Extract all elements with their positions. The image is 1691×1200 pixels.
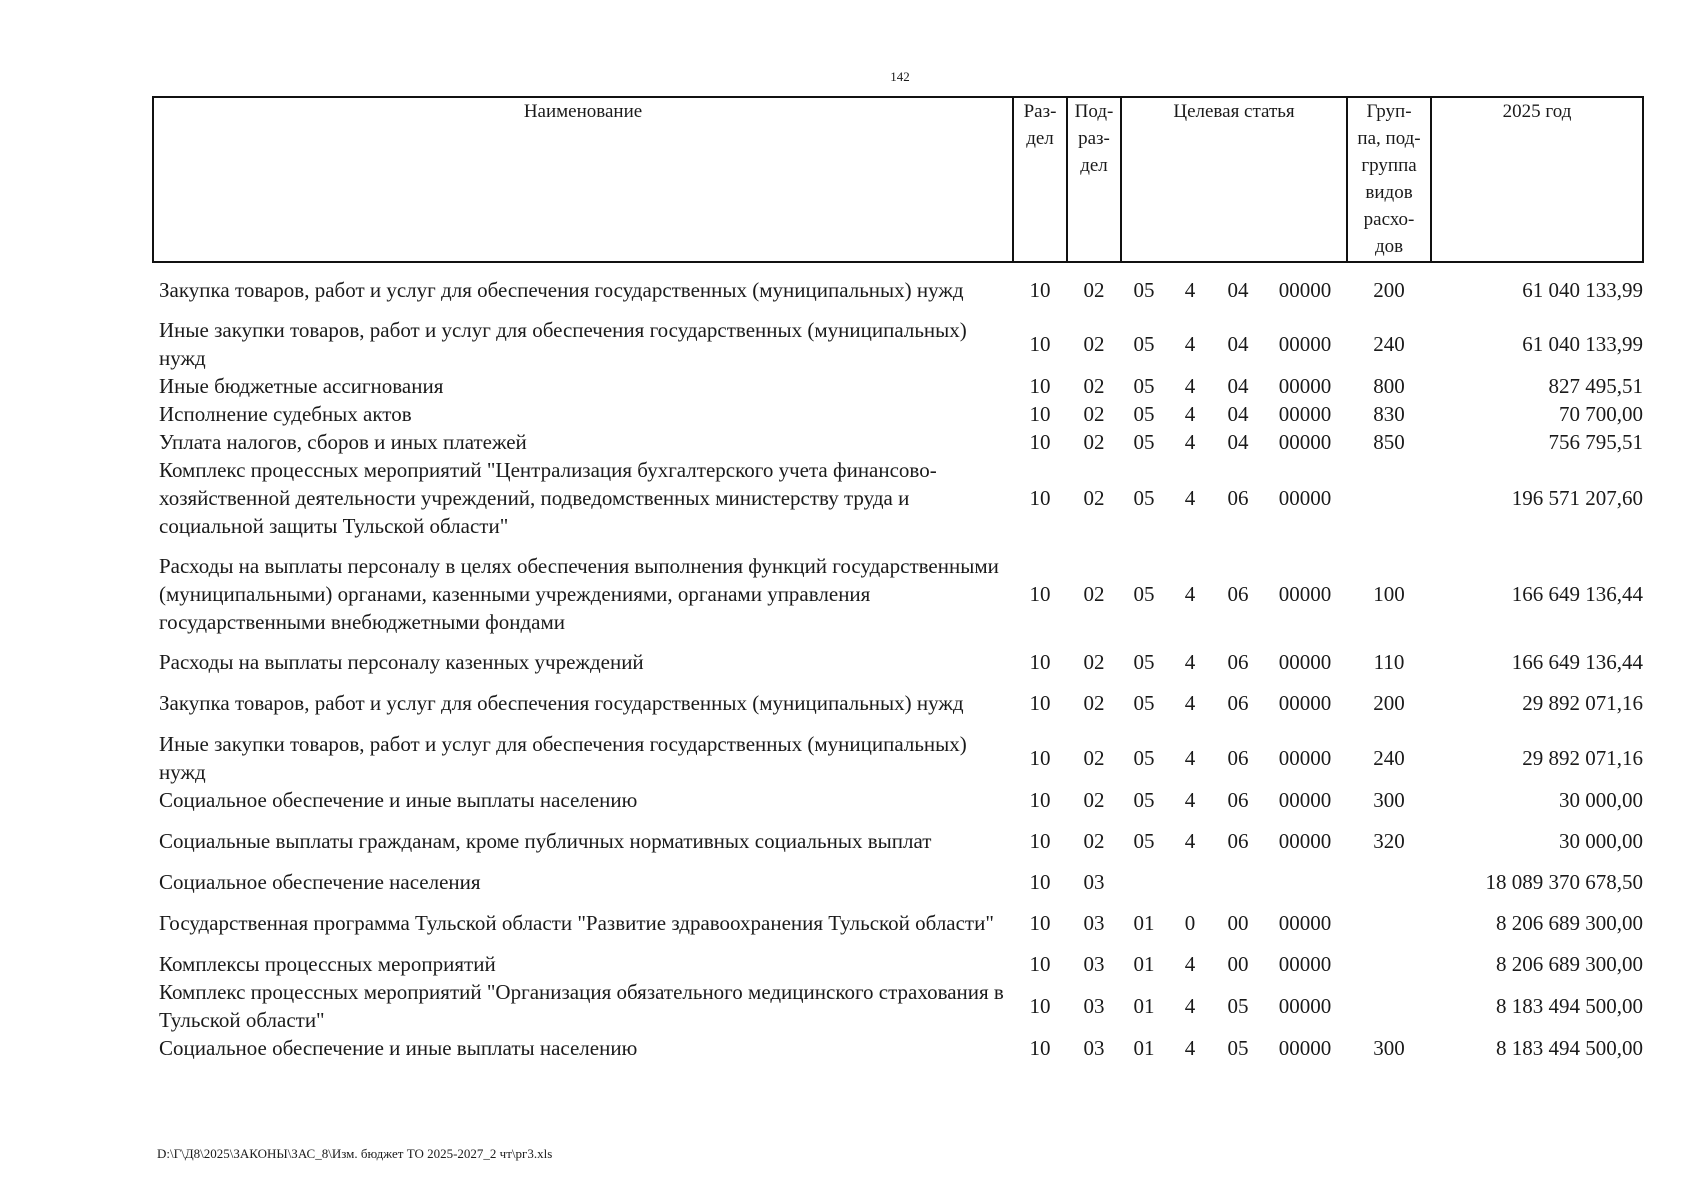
row-section: 10 <box>1029 1036 1051 1060</box>
row-amount: 756 795,51 <box>1548 430 1644 454</box>
row-section: 10 <box>1029 582 1051 606</box>
row-amount: 29 892 071,16 <box>1522 746 1644 770</box>
row-target-type: 4 <box>1184 486 1196 510</box>
table-body <box>153 262 1643 1062</box>
header-expense-group <box>1347 97 1431 262</box>
row-expense-group: 320 <box>1373 829 1405 853</box>
row-target-type: 0 <box>1184 911 1196 935</box>
row-target-structure: 06 <box>1227 746 1249 770</box>
row-target-structure: 00 <box>1227 952 1249 976</box>
row-section: 10 <box>1029 691 1051 715</box>
page-number: 142 <box>890 69 910 84</box>
row-expense-group <box>1347 950 1431 978</box>
table-row <box>153 868 1643 896</box>
row-subsection: 02 <box>1083 582 1105 606</box>
row-target-structure <box>1213 868 1263 896</box>
row-section: 10 <box>1029 788 1051 812</box>
row-subsection: 02 <box>1083 402 1105 426</box>
row-target-structure: 06 <box>1227 486 1249 510</box>
row-target-direction: 00000 <box>1278 746 1332 770</box>
row-amount: 61 040 133,99 <box>1522 277 1644 302</box>
row-target-program: 05 <box>1133 332 1155 356</box>
row-subsection: 03 <box>1083 994 1105 1018</box>
row-name: Иные закупки товаров, работ и услуг для обеспечения государственных (муниципальных) нужд <box>159 318 967 370</box>
row-section: 10 <box>1029 952 1051 976</box>
row-amount: 18 089 370 678,50 <box>1485 870 1644 894</box>
header-subsection-line: дел <box>1080 155 1108 176</box>
row-target-direction: 00000 <box>1278 650 1332 674</box>
row-amount: 29 892 071,16 <box>1522 691 1644 715</box>
header-target-article: Целевая статья <box>1121 97 1347 262</box>
table-row <box>153 456 1643 540</box>
row-target-program: 05 <box>1133 277 1155 302</box>
row-target-structure: 04 <box>1227 277 1249 302</box>
row-expense-group: 850 <box>1373 430 1405 454</box>
row-section: 10 <box>1029 402 1051 426</box>
header-section-line: дел <box>1026 128 1054 149</box>
row-target-program: 01 <box>1133 994 1155 1018</box>
table-row <box>153 896 1643 950</box>
row-target-type: 4 <box>1184 788 1196 812</box>
row-section: 10 <box>1029 650 1051 674</box>
table-row <box>153 648 1643 676</box>
table-row <box>153 730 1643 786</box>
row-target-type: 4 <box>1184 430 1196 454</box>
row-target-direction: 00000 <box>1278 911 1332 935</box>
row-target-type: 4 <box>1184 691 1196 715</box>
row-section: 10 <box>1029 277 1051 302</box>
row-name: Социальное обеспечение населения <box>159 870 481 894</box>
row-amount: 30 000,00 <box>1559 788 1644 812</box>
row-target-program: 05 <box>1133 582 1155 606</box>
table-row <box>153 1034 1643 1062</box>
header-section <box>1013 97 1067 262</box>
row-target-direction: 00000 <box>1278 994 1332 1018</box>
header-year: 2025 год <box>1431 97 1643 262</box>
row-amount: 827 495,51 <box>1548 374 1644 398</box>
table-header-row <box>153 97 1643 262</box>
row-target-structure: 04 <box>1227 374 1249 398</box>
row-target-direction: 00000 <box>1278 277 1332 302</box>
row-section: 10 <box>1029 870 1051 894</box>
table-row <box>153 950 1643 978</box>
row-target-type <box>1167 868 1213 896</box>
row-expense-group <box>1347 978 1431 1034</box>
row-target-structure: 06 <box>1227 788 1249 812</box>
row-name: Социальное обеспечение и иные выплаты населению <box>159 788 638 812</box>
row-target-structure: 06 <box>1227 582 1249 606</box>
table-row <box>153 786 1643 814</box>
row-amount: 8 206 689 300,00 <box>1496 952 1644 976</box>
row-section: 10 <box>1029 994 1051 1018</box>
row-expense-group <box>1347 456 1431 540</box>
row-target-program: 01 <box>1133 952 1155 976</box>
row-name: Комплекс процессных мероприятий "Централизация бухгалтерского учета финансово-хозяйственной деятельности учреждений, подведомственных министерству труда и социальной защиты Тульской области" <box>159 458 937 538</box>
row-amount: 61 040 133,99 <box>1522 332 1644 356</box>
row-name: Закупка товаров, работ и услуг для обеспечения государственных (муниципальных) нужд <box>159 277 964 302</box>
row-subsection: 03 <box>1083 911 1105 935</box>
row-subsection: 02 <box>1083 486 1105 510</box>
row-expense-group <box>1347 896 1431 950</box>
row-expense-group: 300 <box>1373 1036 1405 1060</box>
row-amount: 8 183 494 500,00 <box>1496 1036 1644 1060</box>
row-target-direction: 00000 <box>1278 829 1332 853</box>
table-row <box>153 316 1643 372</box>
row-expense-group: 200 <box>1373 277 1405 302</box>
row-target-structure: 06 <box>1227 650 1249 674</box>
row-name: Уплата налогов, сборов и иных платежей <box>159 430 527 454</box>
row-subsection: 03 <box>1083 952 1105 976</box>
row-section: 10 <box>1029 486 1051 510</box>
row-subsection: 02 <box>1083 691 1105 715</box>
table-row <box>153 400 1643 428</box>
row-subsection: 02 <box>1083 332 1105 356</box>
row-section: 10 <box>1029 332 1051 356</box>
row-subsection: 03 <box>1083 870 1105 894</box>
header-subsection <box>1067 97 1121 262</box>
row-expense-group: 300 <box>1373 788 1405 812</box>
table-row <box>153 262 1643 316</box>
row-amount: 196 571 207,60 <box>1511 486 1644 510</box>
row-target-type: 4 <box>1184 952 1196 976</box>
row-amount: 8 206 689 300,00 <box>1496 911 1644 935</box>
row-target-structure: 00 <box>1227 911 1249 935</box>
row-expense-group: 240 <box>1373 332 1405 356</box>
row-target-type: 4 <box>1184 829 1196 853</box>
row-amount: 30 000,00 <box>1559 829 1644 853</box>
row-target-program: 05 <box>1133 402 1155 426</box>
row-name: Иные закупки товаров, работ и услуг для обеспечения государственных (муниципальных) нужд <box>159 732 967 784</box>
row-subsection: 02 <box>1083 277 1105 302</box>
header-group-line: группа <box>1361 155 1417 176</box>
row-target-program: 05 <box>1133 374 1155 398</box>
header-name: Наименование <box>153 97 1013 262</box>
row-target-structure: 05 <box>1227 1036 1249 1060</box>
row-target-program: 05 <box>1133 650 1155 674</box>
header-section-line: Раз- <box>1023 101 1057 122</box>
header-group-line: расхо- <box>1363 209 1415 230</box>
row-name: Социальное обеспечение и иные выплаты населению <box>159 1036 638 1060</box>
header-subsection-line: Под- <box>1074 101 1114 122</box>
header-group-line: Груп- <box>1366 101 1412 122</box>
row-section: 10 <box>1029 829 1051 853</box>
row-name: Государственная программа Тульской области "Развитие здравоохранения Тульской области" <box>159 911 994 935</box>
row-target-type: 4 <box>1184 277 1196 302</box>
table-row <box>153 372 1643 400</box>
row-name: Расходы на выплаты персоналу казенных учреждений <box>159 650 644 674</box>
row-target-type: 4 <box>1184 994 1196 1018</box>
row-name: Комплекс процессных мероприятий "Организация обязательного медицинского страхования в Тульской области" <box>159 980 1004 1032</box>
row-subsection: 02 <box>1083 829 1105 853</box>
row-name: Комплексы процессных мероприятий <box>159 952 496 976</box>
row-target-program: 05 <box>1133 829 1155 853</box>
row-target-type: 4 <box>1184 746 1196 770</box>
row-target-program: 05 <box>1133 746 1155 770</box>
budget-table <box>152 96 1644 1062</box>
row-name: Иные бюджетные ассигнования <box>159 374 444 398</box>
row-amount: 166 649 136,44 <box>1511 650 1644 674</box>
row-target-direction: 00000 <box>1278 788 1332 812</box>
row-expense-group: 800 <box>1373 374 1405 398</box>
row-target-program: 05 <box>1133 430 1155 454</box>
row-expense-group <box>1347 868 1431 896</box>
row-target-program: 05 <box>1133 691 1155 715</box>
row-target-direction: 00000 <box>1278 952 1332 976</box>
header-subsection-line: раз- <box>1078 128 1110 149</box>
row-subsection: 02 <box>1083 650 1105 674</box>
table-row <box>153 814 1643 868</box>
row-expense-group: 100 <box>1373 582 1405 606</box>
row-name: Расходы на выплаты персоналу в целях обеспечения выполнения функций государственными (муниципальными) органами, казенными учреждениями, органами управления государственными внебюджетными фондами <box>159 554 999 634</box>
row-target-direction: 00000 <box>1278 332 1332 356</box>
footer-file-path: D:\Г\Д8\2025\ЗАКОНЫ\ЗАС_8\Изм. бюджет ТО 2025-2027_2 чт\рг3.xls <box>157 1146 553 1161</box>
row-expense-group: 200 <box>1373 691 1405 715</box>
row-target-type: 4 <box>1184 650 1196 674</box>
header-group-line: па, под- <box>1357 128 1421 149</box>
row-target-type: 4 <box>1184 374 1196 398</box>
row-target-direction <box>1263 868 1347 896</box>
row-subsection: 02 <box>1083 746 1105 770</box>
row-amount: 166 649 136,44 <box>1511 582 1644 606</box>
row-target-program: 01 <box>1133 1036 1155 1060</box>
row-target-direction: 00000 <box>1278 374 1332 398</box>
row-section: 10 <box>1029 911 1051 935</box>
row-name: Исполнение судебных актов <box>159 402 412 426</box>
row-target-program: 05 <box>1133 486 1155 510</box>
row-amount: 8 183 494 500,00 <box>1496 994 1644 1018</box>
table-row <box>153 428 1643 456</box>
row-target-direction: 00000 <box>1278 486 1332 510</box>
row-expense-group: 830 <box>1373 402 1405 426</box>
row-section: 10 <box>1029 430 1051 454</box>
row-target-direction: 00000 <box>1278 691 1332 715</box>
row-target-type: 4 <box>1184 1036 1196 1060</box>
row-target-structure: 04 <box>1227 402 1249 426</box>
row-target-structure: 06 <box>1227 829 1249 853</box>
row-target-type: 4 <box>1184 582 1196 606</box>
row-target-program: 01 <box>1133 911 1155 935</box>
row-target-direction: 00000 <box>1278 582 1332 606</box>
row-section: 10 <box>1029 374 1051 398</box>
row-target-structure: 04 <box>1227 332 1249 356</box>
row-name: Социальные выплаты гражданам, кроме публичных нормативных социальных выплат <box>159 829 932 853</box>
row-target-structure: 06 <box>1227 691 1249 715</box>
header-group-line: дов <box>1374 236 1404 257</box>
row-target-direction: 00000 <box>1278 1036 1332 1060</box>
row-target-program <box>1121 868 1167 896</box>
row-target-type: 4 <box>1184 332 1196 356</box>
header-group-line: видов <box>1365 182 1413 203</box>
row-subsection: 03 <box>1083 1036 1105 1060</box>
row-name: Закупка товаров, работ и услуг для обеспечения государственных (муниципальных) нужд <box>159 691 964 715</box>
row-target-direction: 00000 <box>1278 402 1332 426</box>
table-row <box>153 676 1643 730</box>
row-subsection: 02 <box>1083 788 1105 812</box>
row-expense-group: 240 <box>1373 746 1405 770</box>
row-target-program: 05 <box>1133 788 1155 812</box>
table-row <box>153 978 1643 1034</box>
row-amount: 70 700,00 <box>1559 402 1644 426</box>
row-target-structure: 04 <box>1227 430 1249 454</box>
table-row <box>153 540 1643 648</box>
row-target-structure: 05 <box>1227 994 1249 1018</box>
row-subsection: 02 <box>1083 374 1105 398</box>
row-target-direction: 00000 <box>1278 430 1332 454</box>
row-target-type: 4 <box>1184 402 1196 426</box>
row-subsection: 02 <box>1083 430 1105 454</box>
row-expense-group: 110 <box>1373 650 1405 674</box>
row-section: 10 <box>1029 746 1051 770</box>
